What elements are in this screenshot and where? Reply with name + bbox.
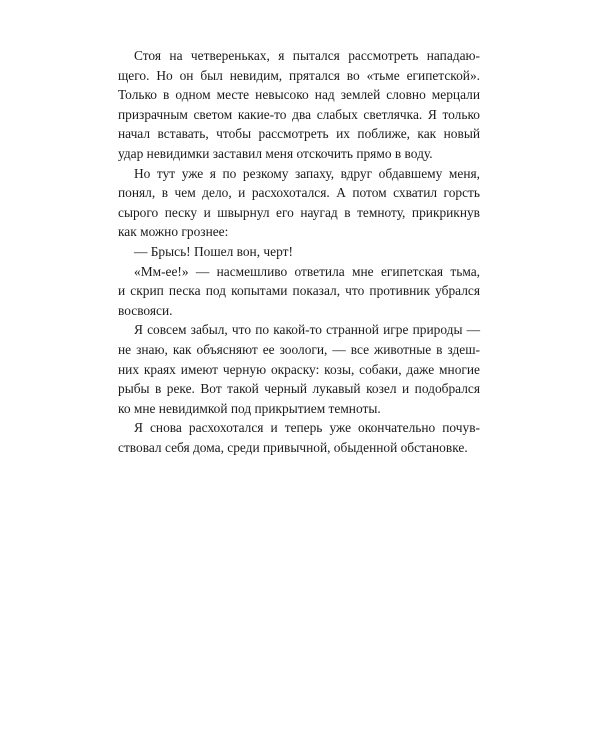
text-line: них краях имеют черную окраску: козы, собаки, даже многие (118, 361, 480, 377)
paragraph-5 (118, 320, 480, 418)
text-line: «Мм-ее!» — насмешливо ответила мне египетская тьма, (134, 263, 480, 279)
text-line: Я совсем забыл, что по какой-то странной игре природы — (134, 322, 480, 338)
text-line: ствовал себя дома, среди привычной, обыденной обстановке. (118, 439, 468, 455)
text-line: Я снова расхохотался и теперь уже окончательно почув- (134, 420, 480, 436)
paragraph-4 (118, 262, 480, 321)
text-line: начал вставать, чтобы рассмотреть их поближе, как новый (118, 126, 480, 142)
text-line: не знаю, как объясняют ее зоологи, — все животные в здеш- (118, 341, 480, 357)
paragraph-6 (118, 418, 480, 457)
text-line: восвояси. (118, 302, 173, 318)
text-line: удар невидимки заставил меня отскочить прямо в воду. (118, 145, 433, 161)
text-line: Но тут уже я по резкому запаху, вдруг обдавшему меня, (134, 165, 480, 181)
text-line: щего. Но он был невидим, прятался во «тьме египетской». (118, 67, 480, 83)
paragraph-1 (118, 46, 480, 164)
text-line: сырого песку и швырнул его наугад в темноту, прикрикнув (118, 204, 480, 220)
text-line: рыбы в реке. Вот такой черный лукавый козел и подобрался (118, 381, 480, 397)
text-line: понял, в чем дело, и расхохотался. А потом схватил горсть (118, 185, 480, 201)
book-page (118, 46, 480, 457)
paragraph-2 (118, 164, 480, 242)
text-line: — Брысь! Пошел вон, черт! (134, 243, 293, 259)
text-line: ко мне невидимкой под прикрытием темноты. (118, 400, 381, 416)
text-line: призрачным светом какие-то два слабых светлячка. Я только (118, 106, 480, 122)
paragraph-3-dialogue (118, 242, 480, 262)
text-line: и скрип песка под копытами показал, что противник убрался (118, 283, 480, 299)
text-line: как можно грознее: (118, 224, 229, 240)
text-line: Только в одном месте невысоко над землей словно мерцали (118, 87, 480, 103)
text-line: Стоя на четвереньках, я пытался рассмотреть нападаю- (134, 48, 480, 63)
